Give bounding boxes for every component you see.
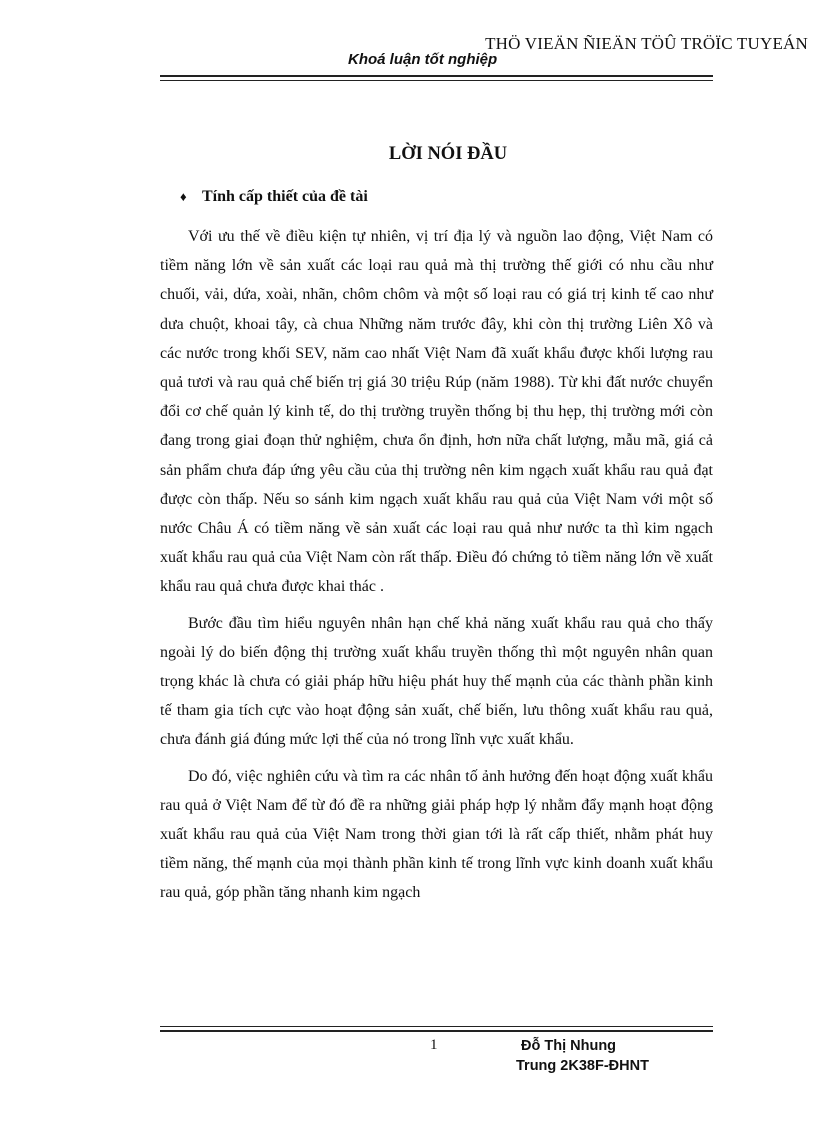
section-heading-text: Tính cấp thiết của đề tài [202, 188, 368, 205]
header-rule-thin [160, 80, 713, 81]
footer-rule-thick [160, 1030, 713, 1032]
footer-class: Trung 2K38F-ĐHNT [516, 1058, 649, 1074]
section-heading [180, 188, 368, 206]
paragraph: Do đó, việc nghiên cứu và tìm ra các nhân tố ảnh hưởng đến hoạt động xuất khẩu rau quả ở Việt Nam để từ đó đề ra những giải pháp hợp lý nhằm đẩy mạnh hoạt động xuất khẩu rau quả của Việt Nam trong thời gian tới là rất cấp thiết, nhằm phát huy tiềm năng, thế mạnh của mọi thành phần kinh tế trong lĩnh vực kinh doanh xuất khẩu rau quả, góp phần tăng nhanh kim ngạch [160, 767, 713, 902]
watermark-text: THÖ VIEÄN ÑIEÄN TÖÛ TRÖÏC TUYEÁN [485, 34, 808, 53]
header-title: Khoá luận tốt nghiệp [348, 51, 498, 68]
footer-rule-thin [160, 1026, 713, 1027]
page-number: 1 [430, 1037, 438, 1053]
document-body [160, 222, 713, 915]
header-rule-thick [160, 75, 713, 77]
paragraph: Bước đầu tìm hiểu nguyên nhân hạn chế khả năng xuất khẩu rau quả cho thấy ngoài lý do biến động thị trường xuất khẩu truyền thống thì một nguyên nhân quan trọng khác là chưa có giải pháp hữu hiệu phát huy thế mạnh của các thành phần kinh tế tham gia tích cực vào hoạt động sản xuất, chế biến, lưu thông xuất khẩu rau quả, chưa đánh giá đúng mức lợi thế của nó trong lĩnh vực xuất khẩu. [160, 614, 713, 749]
diamond-bullet-icon: ♦ [180, 189, 187, 204]
footer-author: Đỗ Thị Nhung [521, 1038, 617, 1054]
paragraph: Với ưu thế về điều kiện tự nhiên, vị trí địa lý và nguồn lao động, Việt Nam có tiềm năng lớn về sản xuất các loại rau quả mà thị trường thế giới có nhu cầu như chuối, vải, dứa, xoài, nhãn, chôm chôm và một số loại rau có giá trị kinh tế cao như dưa chuột, khoai tây, cà chua Những năm trước đây, khi còn thị trường Liên Xô và các nước trong khối SEV, năm cao nhất Việt Nam đã xuất khẩu được khối lượng rau quả tươi và rau quả chế biến trị giá 30 triệu Rúp (năm 1988). Từ khi đất nước chuyển đổi cơ chế quản lý kinh tế, do thị trường truyền thống bị thu hẹp, thị trường mới còn đang trong giai đoạn thử nghiệm, chưa ổn định, hơn nữa chất lượng, mẫu mã, giá cả sản phẩm chưa đáp ứng yêu cầu của thị trường nên kim ngạch xuất khẩu rau quả đạt được còn thấp. Nếu so sánh kim ngạch xuất khẩu rau quả của Việt Nam với một số nước Châu Á có tiềm năng về sản xuất các loại rau quả như nước ta thì kim ngạch xuất khẩu rau quả của Việt Nam còn rất thấp. Điều đó chứng tỏ tiềm năng lớn về xuất khẩu rau quả chưa được khai thác . [160, 228, 713, 596]
document-title: LỜI NÓI ĐẦU [388, 144, 508, 164]
